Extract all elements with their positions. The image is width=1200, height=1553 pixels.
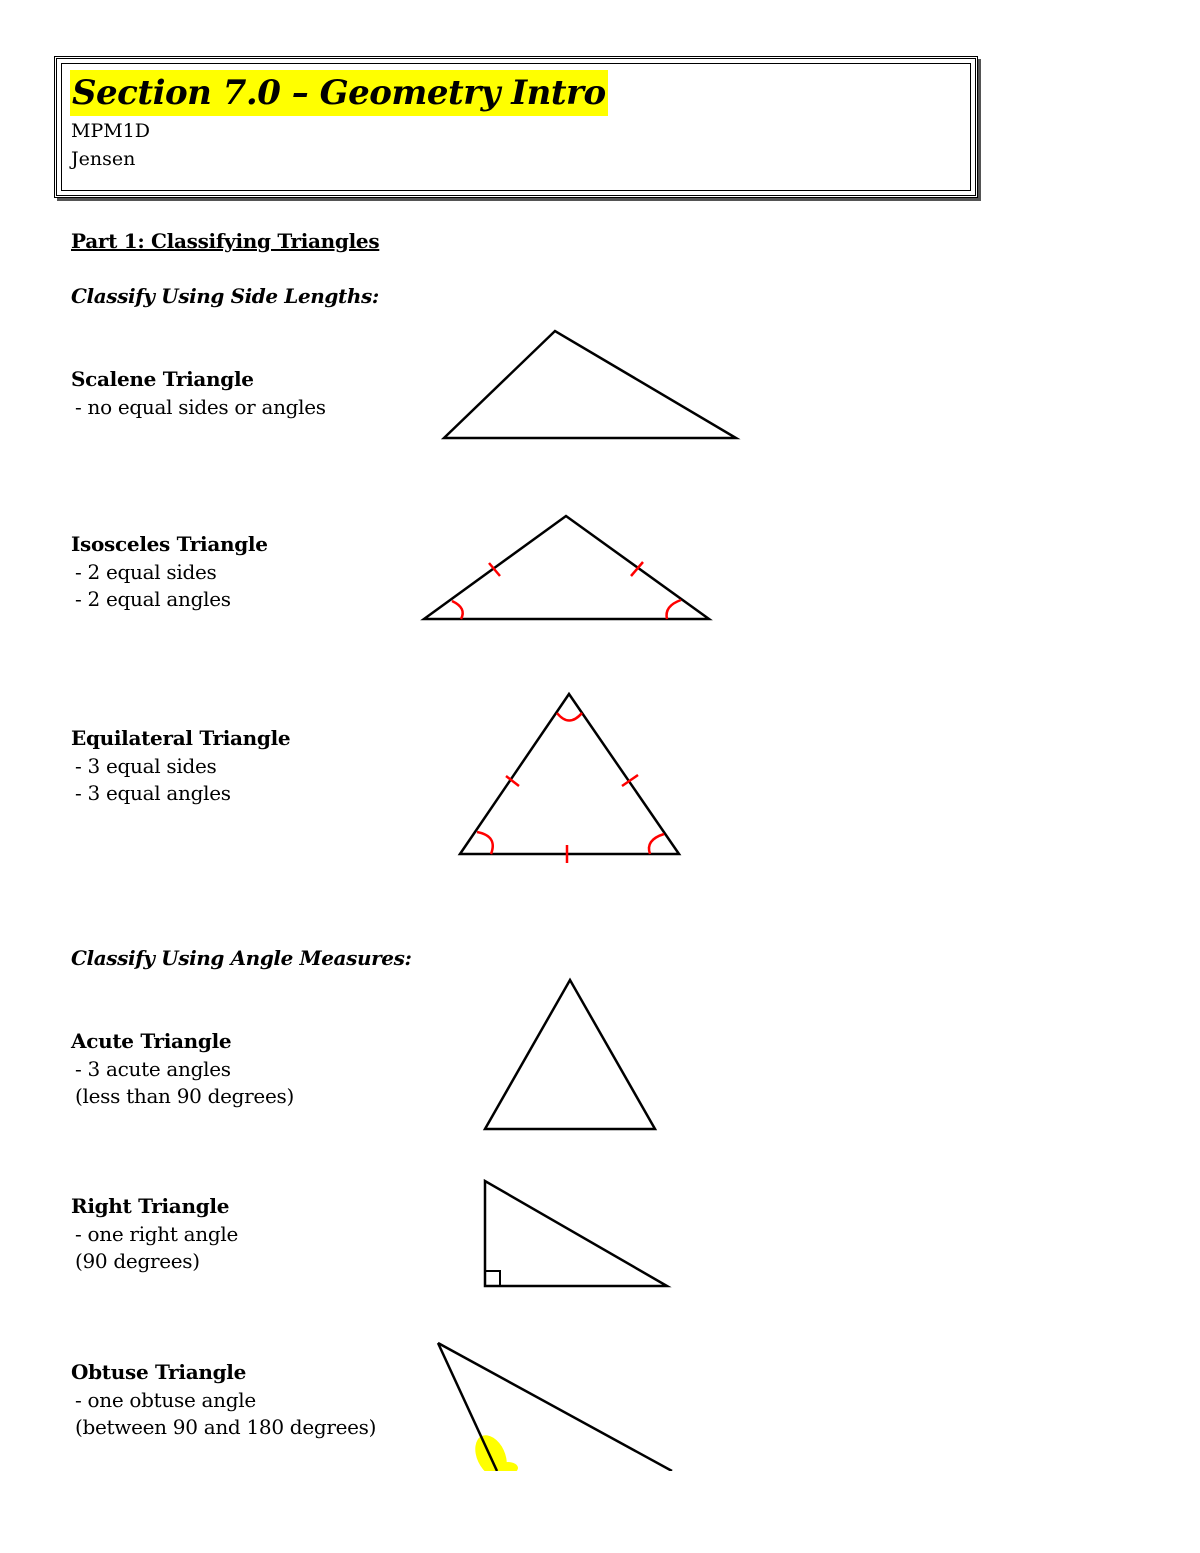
teacher-name: Jensen: [71, 148, 136, 170]
obtuse-side-top: [438, 1343, 672, 1471]
right-line-2: (90 degrees): [75, 1249, 200, 1273]
isosceles-line-2: - 2 equal angles: [75, 587, 231, 611]
scalene-triangle: [444, 331, 736, 438]
isosceles-triangle: [424, 516, 709, 619]
angle-measures-heading: Classify Using Angle Measures:: [71, 946, 412, 970]
obtuse-line-1: - one obtuse angle: [75, 1387, 256, 1412]
equilateral-angle-top: [557, 713, 582, 721]
course-code: MPM1D: [71, 120, 151, 142]
highlighter-mark-tail: [498, 1462, 518, 1474]
obtuse-title: Obtuse Triangle: [71, 1360, 247, 1384]
part-1-heading: Part 1: Classifying Triangles: [71, 229, 380, 253]
page-title: Section 7.0 – Geometry Intro: [70, 70, 608, 116]
equilateral-angle-left: [477, 832, 493, 854]
isosceles-line-1: - 2 equal sides: [75, 559, 217, 584]
side-lengths-heading: Classify Using Side Lengths:: [71, 284, 379, 308]
equilateral-line-1: - 3 equal sides: [75, 753, 217, 778]
isosceles-title: Isosceles Triangle: [71, 532, 268, 556]
right-triangle: [485, 1181, 667, 1286]
equilateral-figure: [460, 694, 679, 863]
obtuse-line-2: (between 90 and 180 degrees): [75, 1415, 377, 1439]
right-line-1: - one right angle: [75, 1221, 239, 1246]
obtuse-side-left: [438, 1343, 497, 1471]
scalene-title: Scalene Triangle: [71, 367, 254, 391]
acute-title: Acute Triangle: [71, 1029, 232, 1053]
scalene-line-1: - no equal sides or angles: [75, 394, 326, 419]
equilateral-title: Equilateral Triangle: [71, 726, 291, 750]
acute-triangle: [485, 980, 655, 1129]
acute-line-1: - 3 acute angles: [75, 1056, 231, 1081]
isosceles-angle-left: [452, 601, 463, 619]
equilateral-line-2: - 3 equal angles: [75, 781, 231, 805]
right-angle-marker: [485, 1271, 500, 1286]
equilateral-triangle: [460, 694, 679, 854]
acute-line-2: (less than 90 degrees): [75, 1084, 294, 1108]
isosceles-figure: [424, 516, 709, 619]
equilateral-angle-right: [649, 834, 664, 854]
isosceles-angle-right: [667, 600, 681, 619]
obtuse-figure: [438, 1343, 672, 1482]
right-title: Right Triangle: [71, 1194, 230, 1218]
right-figure: [485, 1181, 667, 1286]
